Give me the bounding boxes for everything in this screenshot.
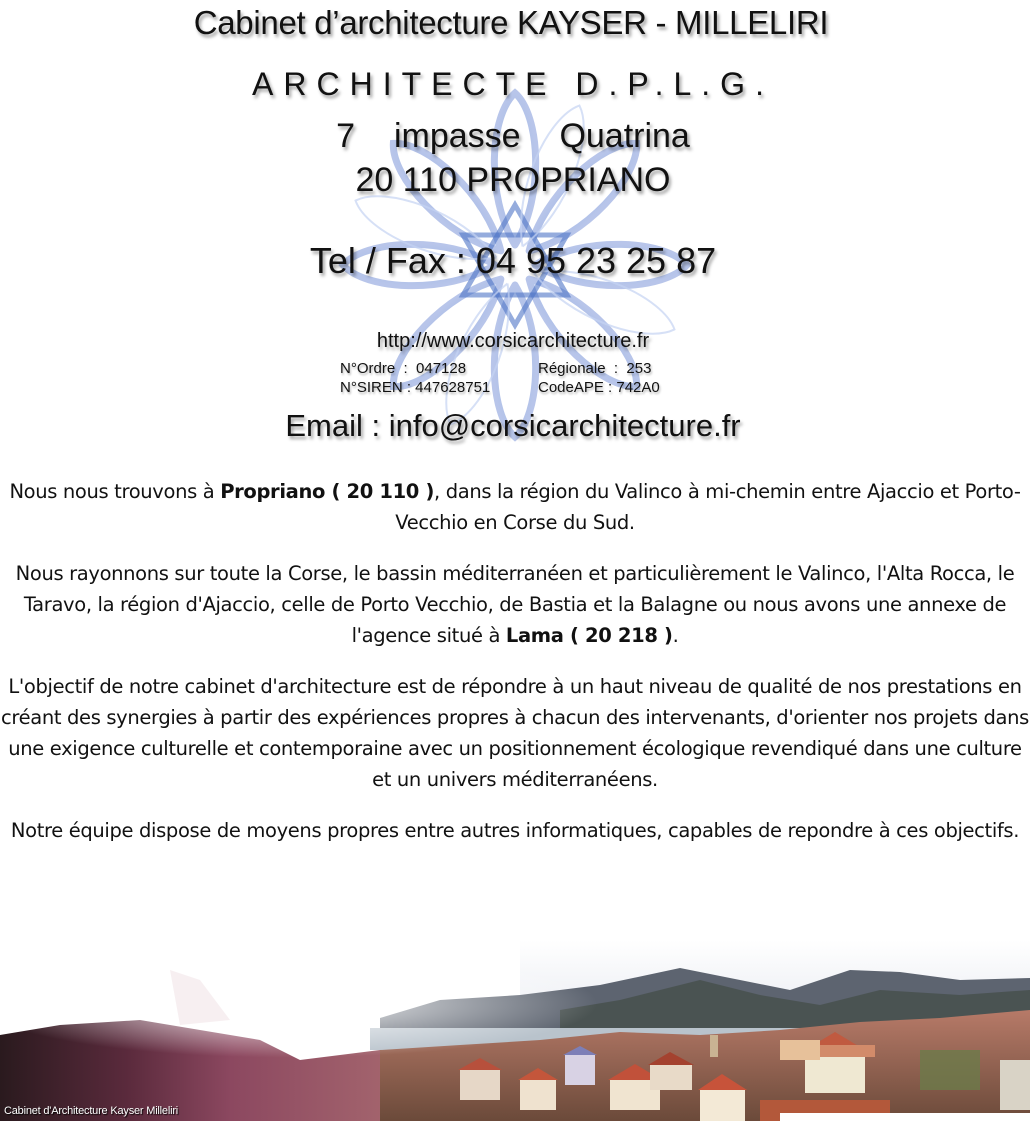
regionale-number: Régionale : 253 xyxy=(538,360,652,377)
paragraph-location: Nous nous trouvons à Propriano ( 20 110 ), dans la région du Valinco à mi-chemin entre Ajaccio et Porto-Vecchio en Corse du Sud. xyxy=(9,480,1021,534)
panorama-image xyxy=(0,940,1030,1121)
siren-number: N°SIREN : 447628751 xyxy=(340,379,491,396)
website-link[interactable]: http://www.corsicarchitecture.fr xyxy=(376,330,650,352)
panorama-caption: Cabinet d'Architecture Kayser Milleliri xyxy=(4,1105,179,1117)
address-city: 20 110 PROPRIANO xyxy=(355,161,671,199)
email-link[interactable]: Email : info@corsicarchitecture.fr xyxy=(285,408,741,443)
paragraph-objective: L'objectif de notre cabinet d'architecture est de répondre à un haut niveau de qualité de nos prestations en créant des synergies à partir des expériences propres à chacun des intervenants, d'orienter nos projets dans une exigence culturelle et contemporaine avec un positionnement écologique revendiqué dans une culture et un univers méditerranéens. xyxy=(1,675,1029,791)
location-propriano: Propriano ( 20 110 ) xyxy=(220,480,435,503)
firm-subtitle: ARCHITECTE D.P.L.G. xyxy=(252,66,774,102)
paragraph-coverage: Nous rayonnons sur toute la Corse, le bassin méditerranéen et particulièrement le Valinco, l'Alta Rocca, le Taravo, la région d'Ajaccio, celle de Porto Vecchio, de Bastia et la Balagne ou nous avons une annexe de l'agence situé à Lama ( 20 218 ). xyxy=(15,562,1015,647)
ordre-number: N°Ordre : 047128 xyxy=(340,360,467,377)
code-ape: CodeAPE : 742A0 xyxy=(538,379,660,396)
address-street: 7 impasse Quatrina xyxy=(336,117,690,155)
propriano-panorama-illustration xyxy=(0,940,1030,1121)
tel-fax: Tel / Fax : 04 95 23 25 87 xyxy=(309,240,717,281)
header-banner xyxy=(0,0,1030,460)
paragraph-team: Notre équipe dispose de moyens propres entre autres informatiques, capables de repondre à ces objectifs. xyxy=(10,819,1020,842)
location-lama: Lama ( 20 218 ) xyxy=(505,624,673,647)
main-content xyxy=(0,476,1030,866)
firm-title: Cabinet d’architecture KAYSER - MILLELIRI xyxy=(193,4,829,41)
